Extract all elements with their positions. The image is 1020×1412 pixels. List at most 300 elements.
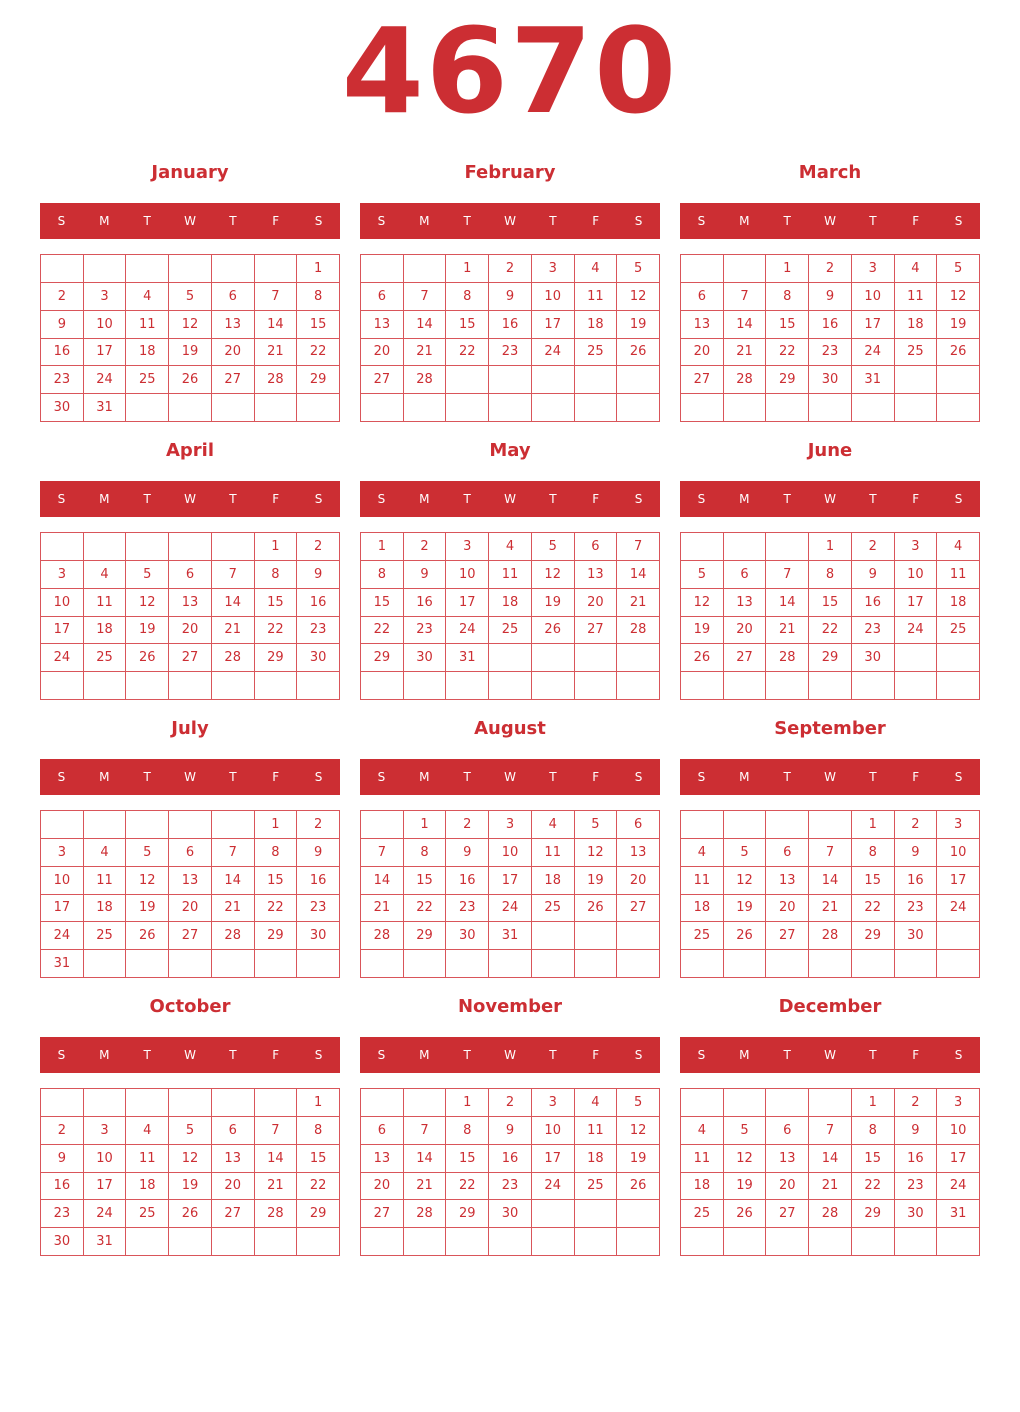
day-cell: 15 <box>446 311 489 339</box>
weekday-label: T <box>869 492 877 506</box>
day-cell: 5 <box>532 533 575 561</box>
empty-cell <box>724 811 767 839</box>
day-cell: 3 <box>41 561 84 589</box>
empty-cell <box>809 672 852 700</box>
day-cell: 19 <box>126 617 169 645</box>
day-cell: 12 <box>532 561 575 589</box>
empty-cell <box>937 672 980 700</box>
weekday-label: F <box>912 1048 920 1062</box>
day-cell: 22 <box>361 617 404 645</box>
weekday-label: W <box>184 770 196 784</box>
empty-cell <box>895 950 938 978</box>
day-cell: 15 <box>852 1145 895 1173</box>
day-grid <box>360 254 660 422</box>
empty-cell <box>575 672 618 700</box>
day-cell: 2 <box>852 533 895 561</box>
day-cell: 18 <box>575 1145 618 1173</box>
day-cell: 22 <box>255 895 298 923</box>
day-cell: 3 <box>937 1089 980 1117</box>
day-cell: 5 <box>169 283 212 311</box>
empty-cell <box>937 366 980 394</box>
empty-cell <box>937 1228 980 1256</box>
day-cell: 4 <box>937 533 980 561</box>
day-cell: 28 <box>809 922 852 950</box>
empty-cell <box>169 1228 212 1256</box>
day-cell: 8 <box>297 283 340 311</box>
day-cell: 7 <box>255 283 298 311</box>
day-cell: 16 <box>404 589 447 617</box>
day-cell: 7 <box>404 1117 447 1145</box>
empty-cell <box>724 1089 767 1117</box>
day-cell: 21 <box>212 617 255 645</box>
empty-cell <box>575 644 618 672</box>
day-cell: 6 <box>361 1117 404 1145</box>
empty-cell <box>126 394 169 422</box>
day-cell: 17 <box>895 589 938 617</box>
empty-cell <box>532 922 575 950</box>
day-cell: 25 <box>937 617 980 645</box>
day-cell: 19 <box>617 1145 660 1173</box>
day-cell: 4 <box>489 533 532 561</box>
weekday-label: S <box>57 770 66 784</box>
day-cell: 22 <box>446 339 489 367</box>
weekday-label: T <box>549 770 557 784</box>
day-cell: 9 <box>41 311 84 339</box>
day-cell: 20 <box>212 339 255 367</box>
day-cell: 26 <box>937 339 980 367</box>
day-cell: 22 <box>446 1173 489 1201</box>
weekday-label: T <box>783 214 791 228</box>
day-cell: 24 <box>532 1173 575 1201</box>
empty-cell <box>937 950 980 978</box>
day-cell: 25 <box>681 1200 724 1228</box>
empty-cell <box>169 394 212 422</box>
empty-cell <box>766 672 809 700</box>
empty-cell <box>446 672 489 700</box>
empty-cell <box>766 394 809 422</box>
empty-cell <box>84 255 127 283</box>
day-cell: 17 <box>532 1145 575 1173</box>
day-cell: 2 <box>895 811 938 839</box>
empty-cell <box>937 394 980 422</box>
day-cell: 31 <box>41 950 84 978</box>
day-cell: 13 <box>617 839 660 867</box>
empty-cell <box>617 394 660 422</box>
day-cell: 16 <box>895 867 938 895</box>
day-cell: 22 <box>766 339 809 367</box>
empty-cell <box>852 1228 895 1256</box>
day-cell: 24 <box>41 922 84 950</box>
day-cell: 12 <box>937 283 980 311</box>
day-cell: 10 <box>937 1117 980 1145</box>
day-cell: 6 <box>169 561 212 589</box>
day-cell: 10 <box>489 839 532 867</box>
month-name: July <box>171 718 209 739</box>
weekday-label: W <box>184 1048 196 1062</box>
weekday-label: T <box>463 770 471 784</box>
day-cell: 18 <box>532 867 575 895</box>
weekday-label: S <box>314 214 323 228</box>
day-cell: 12 <box>126 867 169 895</box>
empty-cell <box>852 950 895 978</box>
weekday-label: S <box>954 1048 963 1062</box>
day-cell: 27 <box>681 366 724 394</box>
day-cell: 6 <box>681 283 724 311</box>
day-cell: 1 <box>404 811 447 839</box>
empty-cell <box>489 672 532 700</box>
day-cell: 31 <box>852 366 895 394</box>
empty-cell <box>532 394 575 422</box>
day-cell: 25 <box>126 1200 169 1228</box>
weekday-label: T <box>549 492 557 506</box>
empty-cell <box>724 255 767 283</box>
day-cell: 15 <box>446 1145 489 1173</box>
empty-cell <box>255 672 298 700</box>
empty-cell <box>404 255 447 283</box>
empty-cell <box>895 644 938 672</box>
day-cell: 5 <box>575 811 618 839</box>
day-cell: 28 <box>255 366 298 394</box>
day-cell: 22 <box>297 1173 340 1201</box>
day-cell: 9 <box>489 283 532 311</box>
empty-cell <box>575 1228 618 1256</box>
empty-cell <box>809 811 852 839</box>
day-cell: 26 <box>169 1200 212 1228</box>
day-cell: 20 <box>724 617 767 645</box>
empty-cell <box>617 1200 660 1228</box>
day-cell: 3 <box>532 255 575 283</box>
weekday-label: S <box>634 492 643 506</box>
day-cell: 10 <box>41 867 84 895</box>
day-cell: 12 <box>169 1145 212 1173</box>
empty-cell <box>532 1200 575 1228</box>
empty-cell <box>489 950 532 978</box>
day-cell: 4 <box>575 1089 618 1117</box>
day-cell: 17 <box>937 1145 980 1173</box>
weekday-label: M <box>99 214 110 228</box>
day-cell: 18 <box>489 589 532 617</box>
empty-cell <box>766 1228 809 1256</box>
empty-cell <box>41 255 84 283</box>
day-cell: 11 <box>84 867 127 895</box>
weekday-label: F <box>912 770 920 784</box>
weekday-label: T <box>143 1048 151 1062</box>
day-cell: 27 <box>169 644 212 672</box>
weekday-label: M <box>739 1048 750 1062</box>
weekday-label: S <box>377 1048 386 1062</box>
day-cell: 6 <box>766 839 809 867</box>
empty-cell <box>681 255 724 283</box>
weekday-label: W <box>504 214 516 228</box>
weekday-label: T <box>463 492 471 506</box>
day-cell: 25 <box>575 1173 618 1201</box>
weekday-header <box>680 1037 980 1073</box>
empty-cell <box>212 811 255 839</box>
day-cell: 17 <box>41 895 84 923</box>
day-cell: 12 <box>724 867 767 895</box>
weekday-header <box>680 759 980 795</box>
day-cell: 12 <box>169 311 212 339</box>
day-cell: 6 <box>617 811 660 839</box>
day-cell: 13 <box>681 311 724 339</box>
weekday-label: T <box>229 1048 237 1062</box>
day-cell: 16 <box>489 311 532 339</box>
day-cell: 14 <box>809 867 852 895</box>
weekday-label: M <box>419 1048 430 1062</box>
day-cell: 20 <box>169 895 212 923</box>
day-cell: 11 <box>532 839 575 867</box>
day-cell: 27 <box>361 366 404 394</box>
day-cell: 27 <box>169 922 212 950</box>
day-cell: 21 <box>361 895 404 923</box>
day-cell: 1 <box>446 1089 489 1117</box>
day-cell: 6 <box>724 561 767 589</box>
day-cell: 21 <box>255 339 298 367</box>
day-cell: 23 <box>297 895 340 923</box>
day-cell: 26 <box>724 1200 767 1228</box>
day-cell: 17 <box>852 311 895 339</box>
empty-cell <box>84 811 127 839</box>
empty-cell <box>212 1228 255 1256</box>
day-cell: 30 <box>852 644 895 672</box>
day-cell: 25 <box>895 339 938 367</box>
day-cell: 14 <box>766 589 809 617</box>
month-name: December <box>778 996 882 1017</box>
weekday-label: W <box>184 492 196 506</box>
day-cell: 21 <box>809 895 852 923</box>
day-cell: 19 <box>532 589 575 617</box>
day-cell: 5 <box>724 1117 767 1145</box>
day-cell: 16 <box>852 589 895 617</box>
weekday-label: S <box>377 770 386 784</box>
day-cell: 20 <box>766 895 809 923</box>
empty-cell <box>169 672 212 700</box>
weekday-label: S <box>314 770 323 784</box>
empty-cell <box>617 1228 660 1256</box>
empty-cell <box>766 1089 809 1117</box>
empty-cell <box>169 1089 212 1117</box>
day-cell: 13 <box>766 1145 809 1173</box>
day-cell: 28 <box>255 1200 298 1228</box>
empty-cell <box>575 922 618 950</box>
empty-cell <box>681 811 724 839</box>
day-cell: 29 <box>404 922 447 950</box>
day-cell: 14 <box>212 867 255 895</box>
empty-cell <box>404 1228 447 1256</box>
empty-cell <box>895 1228 938 1256</box>
day-cell: 7 <box>809 1117 852 1145</box>
day-cell: 8 <box>446 283 489 311</box>
day-cell: 16 <box>297 589 340 617</box>
day-cell: 27 <box>212 1200 255 1228</box>
day-cell: 13 <box>212 1145 255 1173</box>
day-cell: 13 <box>361 1145 404 1173</box>
day-cell: 30 <box>489 1200 532 1228</box>
day-cell: 11 <box>681 867 724 895</box>
day-cell: 2 <box>297 811 340 839</box>
weekday-label: S <box>954 492 963 506</box>
empty-cell <box>809 1228 852 1256</box>
month-name: November <box>457 996 563 1017</box>
empty-cell <box>41 811 84 839</box>
empty-cell <box>681 533 724 561</box>
weekday-label: T <box>463 1048 471 1062</box>
empty-cell <box>575 1200 618 1228</box>
empty-cell <box>212 950 255 978</box>
day-cell: 10 <box>937 839 980 867</box>
day-cell: 16 <box>297 867 340 895</box>
empty-cell <box>724 1228 767 1256</box>
month-name: September <box>774 718 886 739</box>
day-cell: 5 <box>126 561 169 589</box>
day-cell: 1 <box>255 533 298 561</box>
day-cell: 22 <box>852 895 895 923</box>
day-cell: 28 <box>212 644 255 672</box>
day-cell: 7 <box>809 839 852 867</box>
day-cell: 5 <box>617 255 660 283</box>
weekday-header <box>360 481 660 517</box>
empty-cell <box>126 672 169 700</box>
weekday-label: F <box>272 492 280 506</box>
weekday-label: T <box>549 1048 557 1062</box>
day-cell: 17 <box>532 311 575 339</box>
empty-cell <box>532 366 575 394</box>
day-cell: 13 <box>169 867 212 895</box>
day-cell: 19 <box>724 895 767 923</box>
weekday-label: S <box>954 214 963 228</box>
empty-cell <box>212 255 255 283</box>
day-cell: 26 <box>126 922 169 950</box>
day-cell: 15 <box>809 589 852 617</box>
weekday-label: T <box>869 770 877 784</box>
day-cell: 24 <box>446 617 489 645</box>
empty-cell <box>724 672 767 700</box>
weekday-header <box>40 481 340 517</box>
day-cell: 21 <box>212 895 255 923</box>
day-grid <box>360 810 660 978</box>
day-cell: 18 <box>681 895 724 923</box>
day-cell: 20 <box>361 339 404 367</box>
weekday-header <box>360 203 660 239</box>
empty-cell <box>297 394 340 422</box>
day-cell: 11 <box>895 283 938 311</box>
day-cell: 24 <box>489 895 532 923</box>
weekday-label: M <box>419 214 430 228</box>
day-cell: 26 <box>617 339 660 367</box>
day-cell: 12 <box>617 1117 660 1145</box>
day-cell: 8 <box>361 561 404 589</box>
day-cell: 22 <box>297 339 340 367</box>
empty-cell <box>361 1089 404 1117</box>
day-cell: 7 <box>212 561 255 589</box>
day-cell: 31 <box>84 394 127 422</box>
day-cell: 18 <box>84 895 127 923</box>
empty-cell <box>681 1089 724 1117</box>
day-grid <box>680 810 980 978</box>
day-cell: 13 <box>766 867 809 895</box>
empty-cell <box>404 394 447 422</box>
day-cell: 15 <box>255 867 298 895</box>
weekday-label: T <box>783 492 791 506</box>
weekday-label: W <box>504 1048 516 1062</box>
day-cell: 15 <box>404 867 447 895</box>
weekday-label: S <box>634 1048 643 1062</box>
day-cell: 24 <box>84 366 127 394</box>
month-name: March <box>798 162 862 183</box>
day-grid <box>40 810 340 978</box>
empty-cell <box>126 1228 169 1256</box>
day-cell: 3 <box>489 811 532 839</box>
month-name: May <box>489 440 531 461</box>
weekday-header <box>680 481 980 517</box>
day-cell: 20 <box>361 1173 404 1201</box>
day-cell: 9 <box>297 839 340 867</box>
day-cell: 5 <box>724 839 767 867</box>
weekday-label: S <box>57 214 66 228</box>
day-cell: 3 <box>852 255 895 283</box>
day-cell: 14 <box>255 311 298 339</box>
weekday-label: M <box>739 214 750 228</box>
day-cell: 2 <box>489 255 532 283</box>
day-cell: 24 <box>895 617 938 645</box>
empty-cell <box>446 394 489 422</box>
day-cell: 19 <box>126 895 169 923</box>
weekday-label: S <box>314 1048 323 1062</box>
day-cell: 8 <box>255 839 298 867</box>
day-cell: 29 <box>255 644 298 672</box>
empty-cell <box>937 922 980 950</box>
day-cell: 24 <box>937 1173 980 1201</box>
empty-cell <box>446 950 489 978</box>
day-cell: 12 <box>617 283 660 311</box>
day-cell: 4 <box>681 839 724 867</box>
day-cell: 8 <box>809 561 852 589</box>
day-cell: 16 <box>895 1145 938 1173</box>
month-name: January <box>151 162 229 183</box>
day-cell: 13 <box>724 589 767 617</box>
day-cell: 9 <box>489 1117 532 1145</box>
day-cell: 1 <box>446 255 489 283</box>
day-cell: 21 <box>766 617 809 645</box>
day-cell: 11 <box>937 561 980 589</box>
weekday-label: M <box>99 1048 110 1062</box>
day-cell: 30 <box>895 922 938 950</box>
day-cell: 7 <box>766 561 809 589</box>
day-cell: 29 <box>297 1200 340 1228</box>
empty-cell <box>809 950 852 978</box>
day-cell: 20 <box>169 617 212 645</box>
day-cell: 25 <box>489 617 532 645</box>
empty-cell <box>724 950 767 978</box>
day-cell: 24 <box>852 339 895 367</box>
day-cell: 24 <box>937 895 980 923</box>
day-cell: 24 <box>84 1200 127 1228</box>
day-cell: 20 <box>575 589 618 617</box>
weekday-label: T <box>869 1048 877 1062</box>
day-cell: 2 <box>404 533 447 561</box>
day-cell: 30 <box>404 644 447 672</box>
empty-cell <box>41 672 84 700</box>
day-cell: 4 <box>532 811 575 839</box>
day-cell: 13 <box>169 589 212 617</box>
weekday-label: M <box>739 770 750 784</box>
day-grid <box>40 1088 340 1256</box>
weekday-label: S <box>314 492 323 506</box>
weekday-label: M <box>99 492 110 506</box>
day-cell: 29 <box>297 366 340 394</box>
day-cell: 2 <box>41 283 84 311</box>
day-cell: 27 <box>575 617 618 645</box>
